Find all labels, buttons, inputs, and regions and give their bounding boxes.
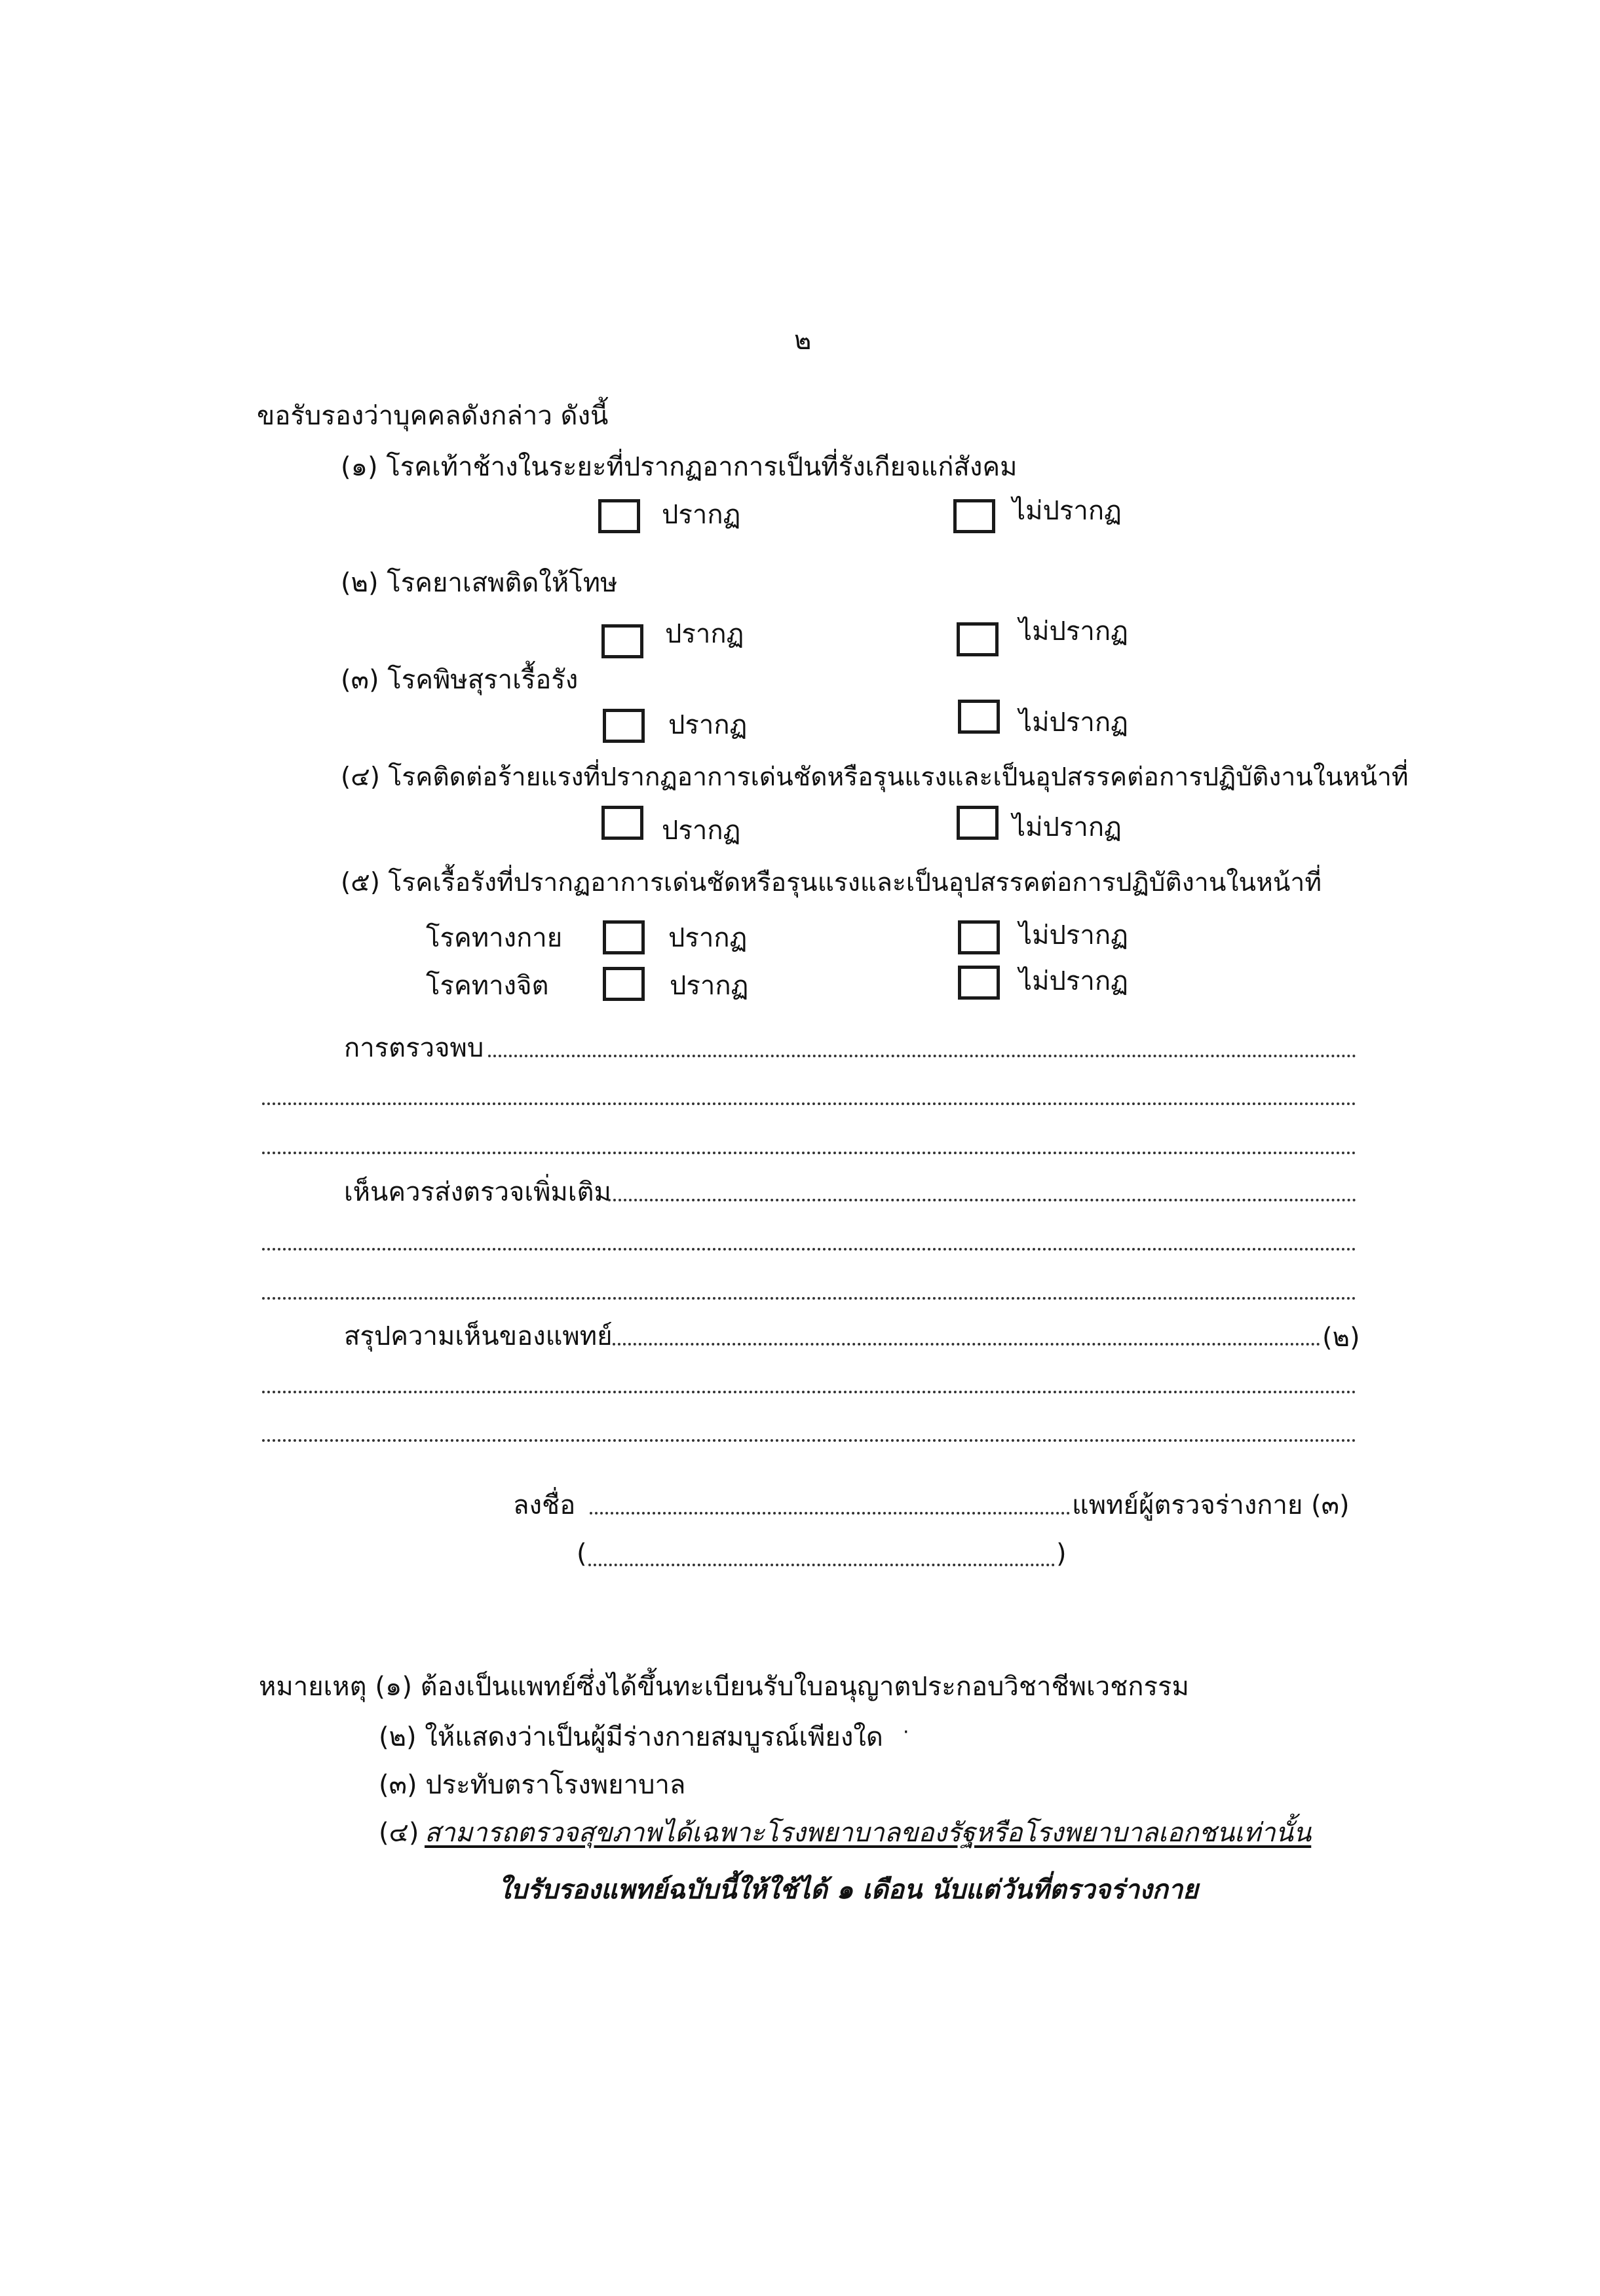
item-2-present-checkbox[interactable]	[601, 624, 643, 658]
item-1-absent-checkbox[interactable]	[953, 499, 995, 533]
item-5-mental-absent-checkbox[interactable]	[958, 966, 1000, 1000]
summary-line-2[interactable]	[262, 1391, 1356, 1393]
item-4-present-checkbox[interactable]	[601, 806, 643, 840]
item-4-label: (๔) โรคติดต่อร้ายแรงที่ปรากฏอาการเด่นชัดหรือรุนแรงและเป็นอุปสรรคต่อการปฏิบัติงานในหน้าที่	[341, 762, 1409, 792]
item-5-mental-absent-label: ไม่ปรากฏ	[1019, 966, 1128, 996]
stray-mark: ·	[903, 1721, 909, 1744]
item-5-mental-label: โรคทางจิต	[426, 971, 549, 1001]
item-5-physical-absent-checkbox[interactable]	[958, 920, 1000, 954]
validity-statement: ใบรับรองแพทย์ฉบับนี้ให้ใช้ได้ ๑ เดือน นับแต่วันที่ตรวจร่างกาย	[498, 1875, 1198, 1905]
item-1-label: (๑) โรคเท้าช้างในระยะที่ปรากฏอาการเป็นที่รังเกียจแก่สังคม	[341, 452, 1018, 482]
further-exam-label: เห็นควรส่งตรวจเพิ่มเติม	[344, 1177, 611, 1207]
page-number: ๒	[794, 326, 812, 356]
item-3-absent-label: ไม่ปรากฏ	[1019, 707, 1128, 738]
item-5-mental-present-label: ปรากฏ	[670, 971, 749, 1001]
summary-line-1[interactable]	[613, 1343, 1320, 1346]
note-1: หมายเหตุ (๑) ต้องเป็นแพทย์ซึ่งได้ขึ้นทะเบียนรับใบอนุญาตประกอบวิชาชีพเวชกรรม	[259, 1672, 1189, 1702]
item-4-present-label: ปรากฏ	[662, 816, 741, 846]
item-4-absent-checkbox[interactable]	[957, 806, 999, 840]
findings-line-3[interactable]	[262, 1152, 1356, 1154]
sign-label: ลงชื่อ	[513, 1490, 576, 1520]
item-5-physical-present-checkbox[interactable]	[603, 920, 645, 954]
note-4-text: สามารถตรวจสุขภาพได้เฉพาะโรงพยาบาลของรัฐหรือโรงพยาบาลเอกชนเท่านั้น	[425, 1818, 1312, 1848]
item-2-absent-checkbox[interactable]	[957, 622, 999, 656]
further-exam-line-3[interactable]	[262, 1297, 1356, 1300]
item-3-present-label: ปรากฏ	[668, 710, 748, 740]
item-5-label: (๕) โรคเรื้อรังที่ปรากฏอาการเด่นชัดหรือรุนแรงและเป็นอุปสรรคต่อการปฏิบัติงานในหน้าที่	[341, 868, 1322, 897]
findings-label: การตรวจพบ	[344, 1033, 484, 1063]
findings-line-1[interactable]	[488, 1055, 1356, 1057]
item-3-absent-checkbox[interactable]	[958, 700, 1000, 734]
further-exam-line-1[interactable]	[608, 1199, 1356, 1201]
item-2-present-label: ปรากฏ	[665, 619, 744, 649]
findings-line-2[interactable]	[262, 1102, 1356, 1105]
item-1-absent-label: ไม่ปรากฏ	[1012, 496, 1122, 526]
item-4-absent-label: ไม่ปรากฏ	[1012, 812, 1122, 842]
summary-label: สรุปความเห็นของแพทย์	[344, 1321, 613, 1351]
item-1-present-checkbox[interactable]	[598, 499, 640, 533]
printed-name-line[interactable]	[588, 1564, 1055, 1566]
intro-text: ขอรับรองว่าบุคคลดังกล่าว ดังนี้	[257, 401, 609, 431]
item-5-physical-label: โรคทางกาย	[426, 923, 563, 953]
name-paren-close: )	[1056, 1539, 1067, 1569]
signature-line[interactable]	[590, 1512, 1070, 1515]
note-4-prefix: (๔)	[379, 1818, 419, 1848]
name-paren-open: (	[577, 1539, 587, 1569]
item-3-label: (๓) โรคพิษสุราเรื้อรัง	[341, 665, 579, 695]
further-exam-line-2[interactable]	[262, 1248, 1356, 1251]
summary-line-3[interactable]	[262, 1439, 1356, 1442]
item-2-label: (๒) โรคยาเสพติดให้โทษ	[341, 568, 618, 598]
summary-ref: (๒)	[1322, 1323, 1360, 1353]
note-2: (๒) ให้แสดงว่าเป็นผู้มีร่างกายสมบูรณ์เพียงใด	[379, 1722, 883, 1752]
item-5-physical-present-label: ปรากฏ	[668, 923, 748, 953]
item-5-mental-present-checkbox[interactable]	[603, 967, 645, 1001]
signer-role: แพทย์ผู้ตรวจร่างกาย (๓)	[1072, 1490, 1350, 1520]
note-3: (๓) ประทับตราโรงพยาบาล	[379, 1770, 686, 1800]
item-5-physical-absent-label: ไม่ปรากฏ	[1019, 920, 1128, 950]
item-1-present-label: ปรากฏ	[662, 500, 741, 530]
item-2-absent-label: ไม่ปรากฏ	[1019, 616, 1128, 647]
item-3-present-checkbox[interactable]	[603, 709, 645, 743]
